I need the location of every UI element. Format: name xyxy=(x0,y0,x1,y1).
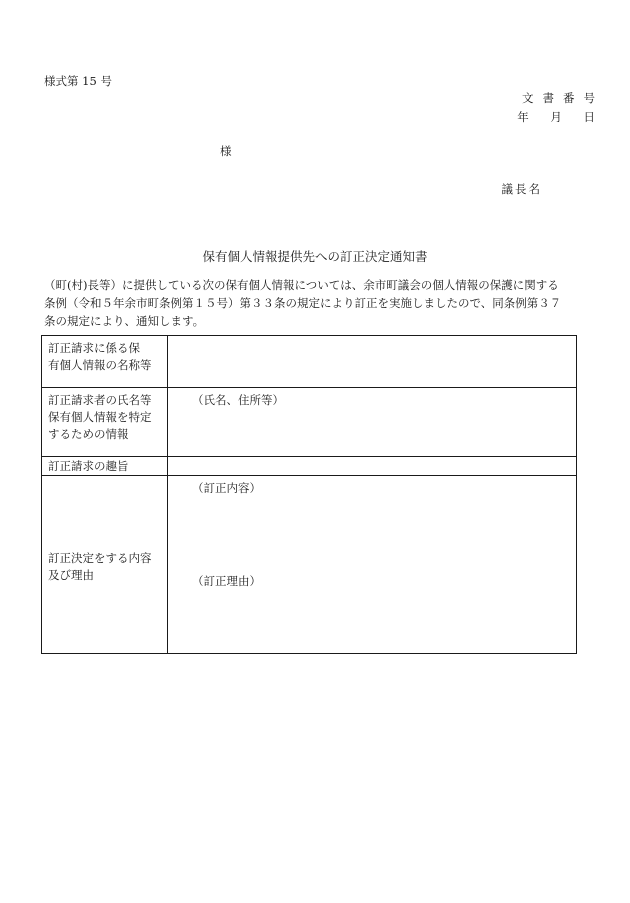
table-row xyxy=(42,457,577,476)
decision-label-cell xyxy=(42,476,168,654)
table-row xyxy=(42,336,577,388)
requester-field[interactable] xyxy=(168,388,577,457)
table-row xyxy=(42,476,577,654)
decision-field[interactable] xyxy=(168,476,577,654)
addressee-suffix: 様 xyxy=(220,144,232,158)
request-purpose-label-cell xyxy=(42,457,168,476)
record-name-label: 有個人情報の名称等 xyxy=(48,358,152,372)
requester-label: 保有個人情報を特定 xyxy=(48,410,152,424)
notice-form-table xyxy=(41,335,577,654)
requester-label-cell xyxy=(42,388,168,457)
requester-label: するための情報 xyxy=(48,427,129,441)
decision-label: 及び理由 xyxy=(48,567,94,582)
record-name-label: 訂正請求に係る保 xyxy=(48,341,140,355)
correction-reason-hint: （訂正理由） xyxy=(192,574,261,588)
notice-body-line: （町(村)長等）に提供している次の保有個人情報については、余市町議会の個人情報の保護に関する xyxy=(44,278,559,292)
requester-label: 訂正請求者の氏名等 xyxy=(48,393,152,407)
notice-body-line: 条例（令和５年余市町条例第１５号）第３３条の規定により訂正を実施しましたので、同条例第３７ xyxy=(44,296,562,310)
date-label: 年 月 日 xyxy=(517,110,604,124)
form-number: 様式第 15 号 xyxy=(44,74,112,88)
request-purpose-field[interactable] xyxy=(168,457,577,476)
record-name-label-cell xyxy=(42,336,168,388)
record-name-field[interactable] xyxy=(168,336,577,388)
notice-body-line: 条の規定により、通知します。 xyxy=(44,314,205,328)
page-title: 保有個人情報提供先への訂正決定通知書 xyxy=(202,249,428,264)
decision-label: 訂正決定をする内容 xyxy=(48,550,152,565)
correction-content-hint: （訂正内容） xyxy=(192,481,261,495)
document-number-label: 文書番号 xyxy=(522,91,604,105)
table-row xyxy=(42,388,577,457)
sender-label: 議長名 xyxy=(501,182,542,196)
notice-body xyxy=(44,276,604,330)
requester-field-hint: （氏名、住所等） xyxy=(192,393,284,407)
request-purpose-label: 訂正請求の趣旨 xyxy=(48,459,129,473)
